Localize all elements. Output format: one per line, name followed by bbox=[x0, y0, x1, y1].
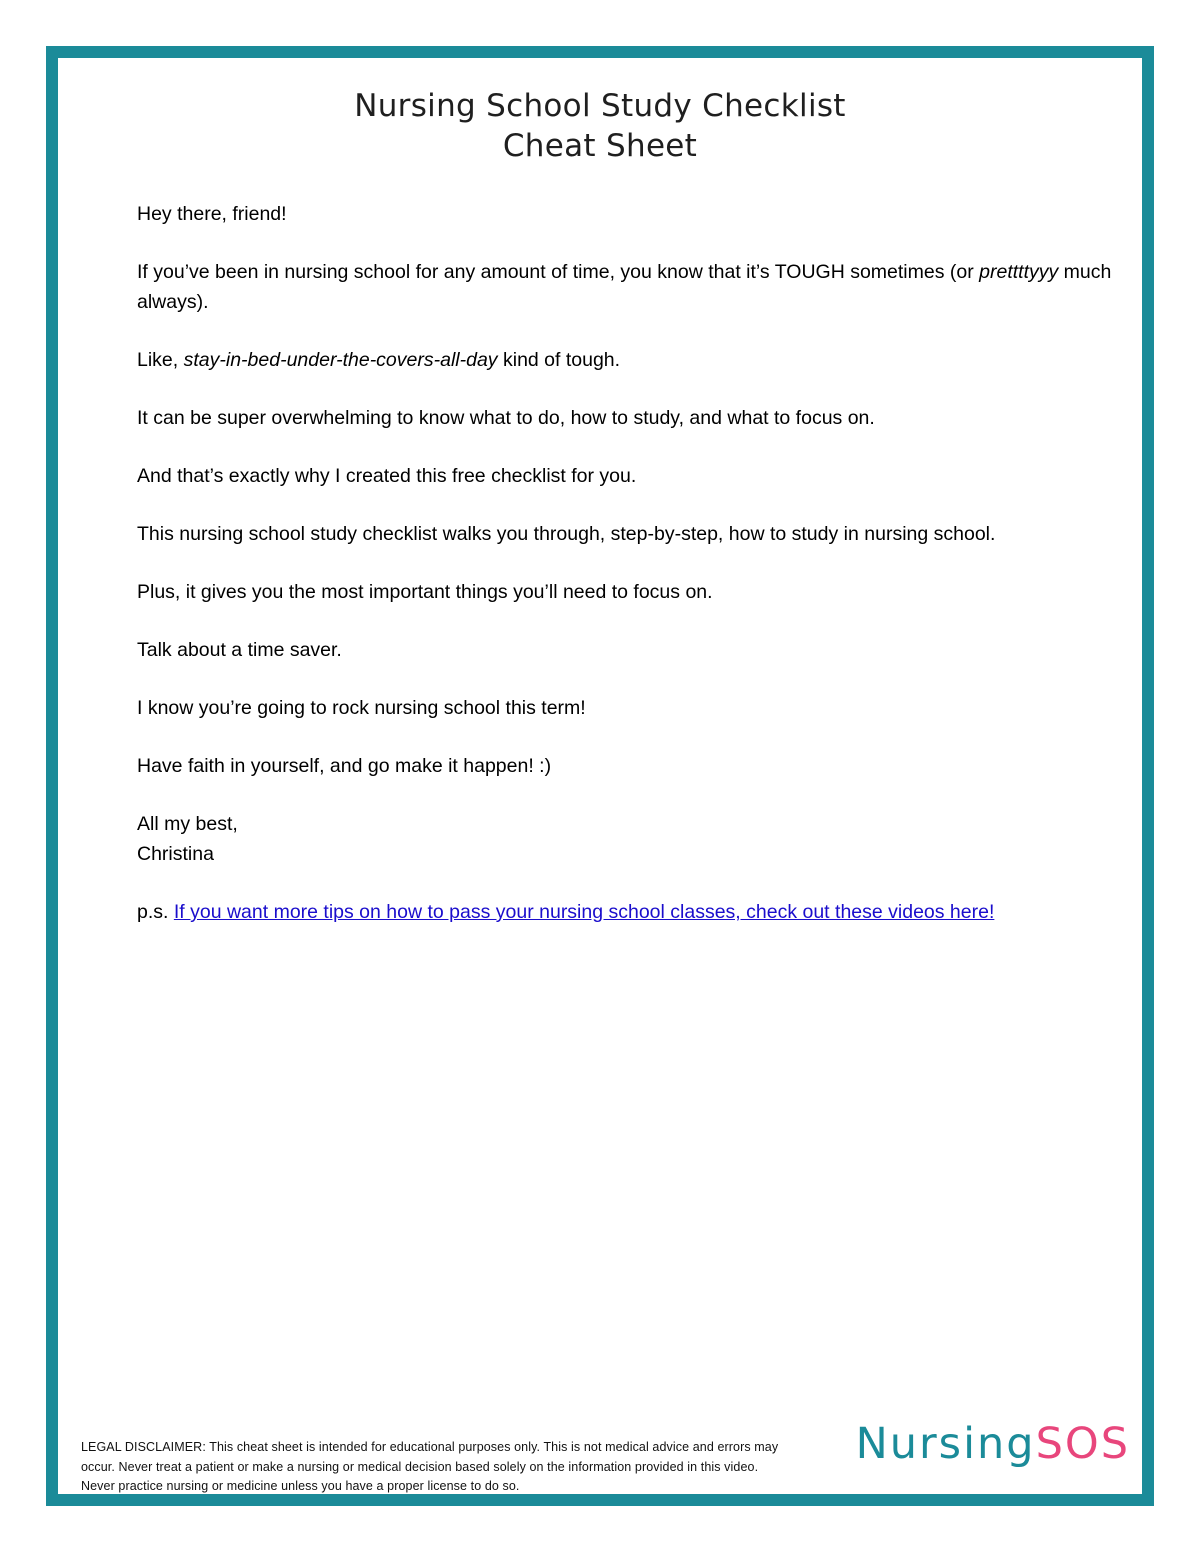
paragraph-important: Plus, it gives you the most important things you’ll need to focus on. bbox=[137, 581, 713, 603]
legal-disclaimer: LEGAL DISCLAIMER: This cheat sheet is intended for educational purposes only. This is not medical advice and errors may occur. Never treat a patient or make a nursing or medical decision based solely on the information provided in this video. Never practice nursing or medicine unless you have a proper license to do so. bbox=[81, 1440, 779, 1493]
logo-part-nursing: Nursing bbox=[855, 1419, 1036, 1469]
page-title: Nursing School Study Checklist bbox=[354, 88, 846, 124]
signature: Christina bbox=[137, 843, 214, 865]
paragraph-like-start: Like, bbox=[137, 349, 184, 371]
paragraph-walkthrough: This nursing school study checklist walks you through, step-by-step, how to study in nursing school. bbox=[137, 523, 996, 545]
logo-part-sos: SOS bbox=[1035, 1419, 1130, 1469]
signoff: All my best, bbox=[137, 813, 238, 835]
paragraph-rock: I know you’re going to rock nursing school this term! bbox=[137, 697, 586, 719]
paragraph-tough bbox=[137, 257, 1117, 317]
paragraph-created: And that’s exactly why I created this free checklist for you. bbox=[137, 465, 637, 487]
postscript-prefix: p.s. bbox=[137, 901, 174, 923]
paragraph-faith: Have faith in yourself, and go make it happen! :) bbox=[137, 755, 552, 777]
page-frame bbox=[46, 46, 1154, 1506]
signoff-block bbox=[137, 809, 1117, 869]
paragraph-overwhelming: It can be super overwhelming to know what to do, how to study, and what to focus on. bbox=[137, 407, 875, 429]
paragraph-tough-emphasis: prettttyyy bbox=[979, 261, 1059, 283]
greeting: Hey there, friend! bbox=[137, 203, 287, 225]
paragraph-like bbox=[137, 345, 1117, 375]
paragraph-like-emphasis: stay-in-bed-under-the-covers-all-day bbox=[183, 349, 498, 371]
paragraph-tough-start: If you’ve been in nursing school for any amount of time, you know that it’s TOUGH sometimes (or bbox=[137, 261, 980, 283]
postscript bbox=[137, 897, 1117, 927]
videos-link[interactable]: If you want more tips on how to pass your nursing school classes, check out these videos here! bbox=[173, 901, 995, 923]
paragraph-like-end: kind of tough. bbox=[497, 349, 621, 371]
nursingsos-logo bbox=[856, 1418, 1130, 1470]
letter-body bbox=[137, 199, 1117, 955]
paragraph-time-saver: Talk about a time saver. bbox=[137, 639, 342, 661]
page-subtitle: Cheat Sheet bbox=[502, 128, 698, 164]
paragraph-tough-end: much always). bbox=[137, 261, 1112, 313]
title-block bbox=[58, 86, 1142, 166]
